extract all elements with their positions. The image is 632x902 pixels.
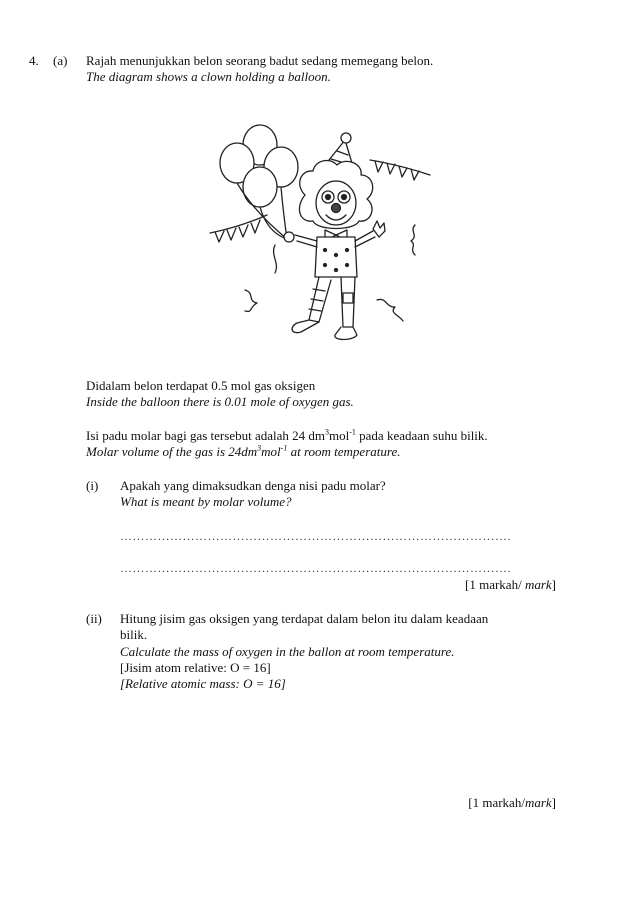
sub-i-mark: [1 markah/ mark]	[465, 577, 556, 592]
info-line1-english: Inside the balloon there is 0.01 mole of oxygen gas.	[86, 394, 354, 409]
info-line2-malay: Isi padu molar bagi gas tersebut adalah 24 $dm^3mol^{-1}$ pada keadaan suhu bilik.	[86, 427, 488, 443]
bunting-left-icon	[210, 215, 267, 242]
info-line1-malay: Didalam belon terdapat 0.5 mol gas oksigen	[86, 378, 316, 393]
given-data-malay: [Jisim atom relative: O = 16]	[120, 660, 271, 675]
question-part: (a)	[53, 53, 68, 68]
sub-i-question-english: What is meant by molar volume?	[120, 494, 292, 509]
sub-ii-question-english: Calculate the mass of oxygen in the ballon at room temperature.	[120, 644, 455, 659]
intro-malay: Rajah menunjukkan belon seorang badut sedang memegang belon.	[86, 53, 434, 68]
sub-ii-mark: [1 markah/mark]	[468, 795, 556, 810]
sub-i-label: (i)	[86, 478, 99, 493]
question-number: 4.	[29, 53, 39, 68]
clown-body-icon	[284, 221, 385, 277]
sub-ii-question-malay-line2: bilik.	[120, 627, 148, 642]
sub-ii-label: (ii)	[86, 611, 102, 626]
intro-english: The diagram shows a clown holding a balloon.	[86, 69, 331, 84]
clown-legs-icon	[292, 277, 357, 340]
balloons-icon	[220, 125, 298, 273]
sub-i-question-malay: Apakah yang dimaksudkan denga nisi padu molar?	[120, 478, 386, 493]
answer-line-1: ………………………………………………………………………………….	[120, 529, 511, 543]
info-line2-english: Molar volume of the gas is $24dm^3mol^{-1}$ at room temperature.	[86, 443, 401, 459]
bunting-right-icon	[370, 160, 430, 180]
clown-face-icon	[316, 181, 356, 225]
answer-line-2: ………………………………………………………………………………….	[120, 561, 511, 575]
sub-ii-question-malay-line1: Hitung jisim gas oksigen yang terdapat dalam belon itu dalam keadaan	[120, 611, 489, 626]
confetti-top-right-icon	[411, 225, 415, 255]
given-data-english: [Relative atomic mass: O = 16]	[120, 676, 286, 691]
confetti-left-icon	[245, 290, 257, 311]
confetti-right-icon	[377, 299, 403, 321]
clown-with-balloons-illustration	[205, 115, 435, 350]
